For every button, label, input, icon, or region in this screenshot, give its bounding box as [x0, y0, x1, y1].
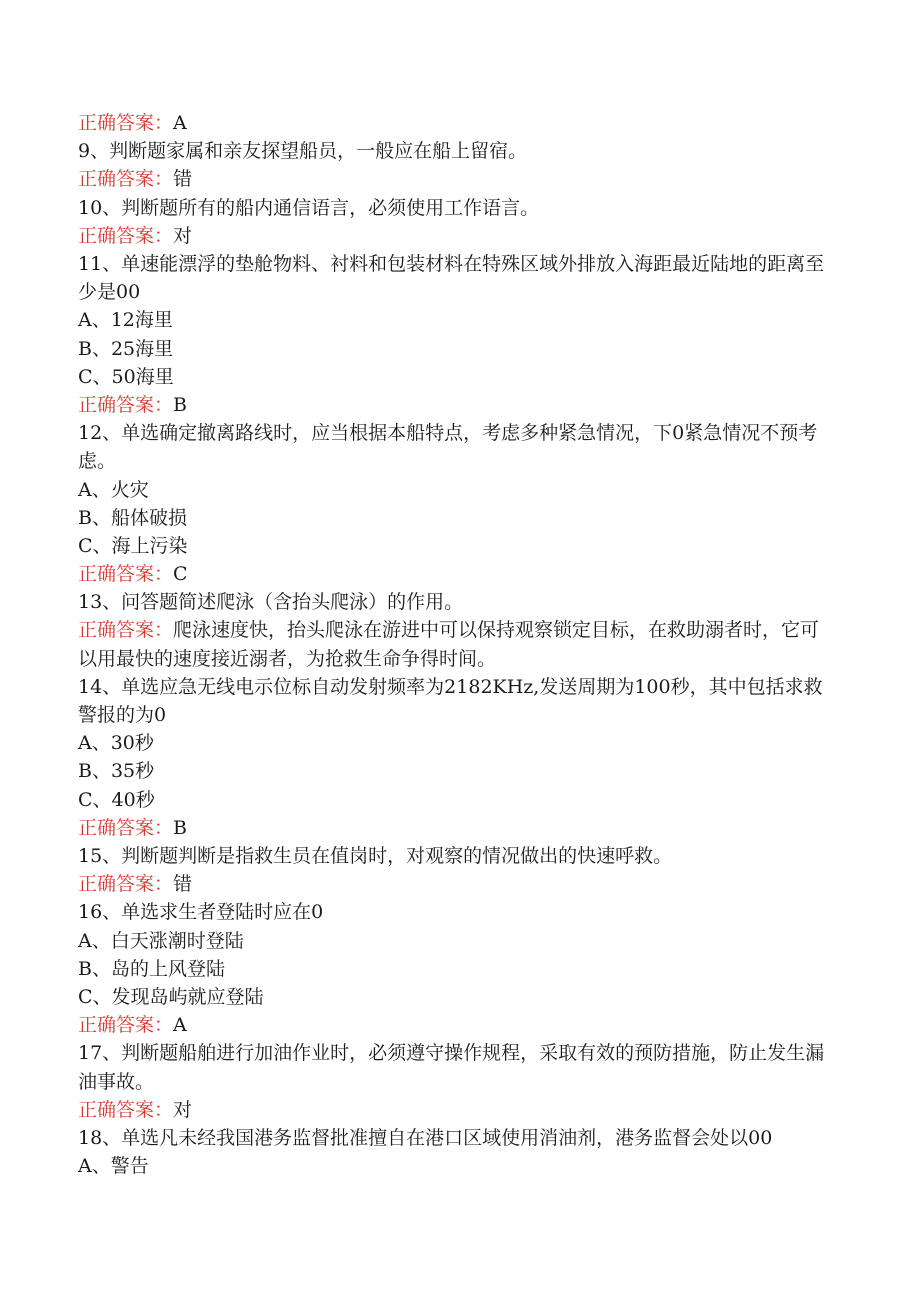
question-12: 12、单选确定撤离路线时，应当根据本船特点，考虑多种紧急情况，下0紧急情况不预考虑。	[78, 422, 818, 473]
answer-value: 错	[173, 168, 193, 191]
question-18: 18、单选凡未经我国港务监督批准擅自在港口区域使用消油剂，港务监督会处以00	[78, 1126, 773, 1149]
answer-label: 正确答案：	[78, 816, 174, 839]
answer-value: B	[173, 393, 187, 416]
question-11: 11、单速能漂浮的垫舱物料、衬料和包装材料在特殊区域外排放入海距最近陆地的距离至少是00	[78, 252, 825, 304]
option-b: B、35秒	[78, 760, 155, 783]
question-17: 17、判断题船舶进行加油作业时，必须遵守操作规程，采取有效的预防措施，防止发生漏油事故。	[78, 1042, 825, 1093]
answer-label: 正确答案：	[78, 224, 174, 247]
answer-line	[78, 870, 838, 898]
answer-line	[78, 165, 838, 193]
option-a: A、火灾	[78, 478, 149, 501]
answer-value: 对	[173, 1098, 193, 1121]
answer-line	[78, 560, 838, 588]
option-a: A、12海里	[78, 309, 173, 332]
option-c: C、40秒	[78, 788, 155, 811]
answer-line	[78, 391, 838, 419]
option-b: B、25海里	[78, 337, 174, 360]
answer-label: 正确答案：	[78, 619, 174, 642]
answer-label: 正确答案：	[78, 393, 174, 416]
answer-line	[78, 1011, 838, 1039]
option-a: A、30秒	[78, 732, 154, 755]
answer-line	[78, 222, 838, 250]
option-c: C、海上污染	[78, 534, 188, 557]
answer-line	[78, 109, 838, 137]
answer-label: 正确答案：	[78, 563, 174, 586]
answer-value: A	[173, 1014, 187, 1037]
option-b: B、岛的上风登陆	[78, 957, 225, 980]
option-c: C、发现岛屿就应登陆	[78, 985, 264, 1008]
answer-value: A	[173, 112, 187, 134]
question-16: 16、单选求生者登陆时应在0	[78, 901, 324, 924]
option-a: A、警告	[78, 1155, 149, 1178]
answer-label: 正确答案：	[78, 112, 174, 134]
question-13: 13、问答题简述爬泳（含抬头爬泳）的作用。	[78, 591, 464, 614]
answer-label: 正确答案：	[78, 873, 174, 896]
answer-line	[78, 616, 838, 672]
option-c: C、50海里	[78, 365, 174, 388]
answer-label: 正确答案：	[78, 1014, 174, 1037]
question-15: 15、判断题判断是指救生员在值岗时，对观察的情况做出的快速呼救。	[78, 845, 673, 867]
answer-label: 正确答案：	[78, 1098, 174, 1121]
answer-line	[78, 1096, 838, 1124]
question-14: 14、单选应急无线电示位标自动发射频率为2182KHz,发送周期为100秒，其中包括求救警报的为0	[78, 675, 823, 727]
question-10: 10、判断题所有的船内通信语言，必须使用工作语言。	[78, 196, 540, 219]
question-9: 9、判断题家属和亲友探望船员，一般应在船上留宿。	[78, 140, 528, 163]
answer-value: C	[173, 563, 188, 586]
answer-label: 正确答案：	[78, 168, 174, 191]
answer-value: B	[173, 816, 187, 839]
answer-value: 爬泳速度快，抬头爬泳在游进中可以保持观察锁定目标，在救助溺者时，它可以用最快的速度接近溺者，为抢救生命争得时间。	[78, 619, 820, 670]
answer-line	[78, 814, 838, 842]
answer-value: 错	[173, 873, 193, 896]
exam-document	[78, 109, 838, 1180]
answer-value: 对	[173, 224, 193, 247]
option-b: B、船体破损	[78, 506, 187, 529]
option-a: A、白天涨潮时登陆	[78, 929, 244, 952]
